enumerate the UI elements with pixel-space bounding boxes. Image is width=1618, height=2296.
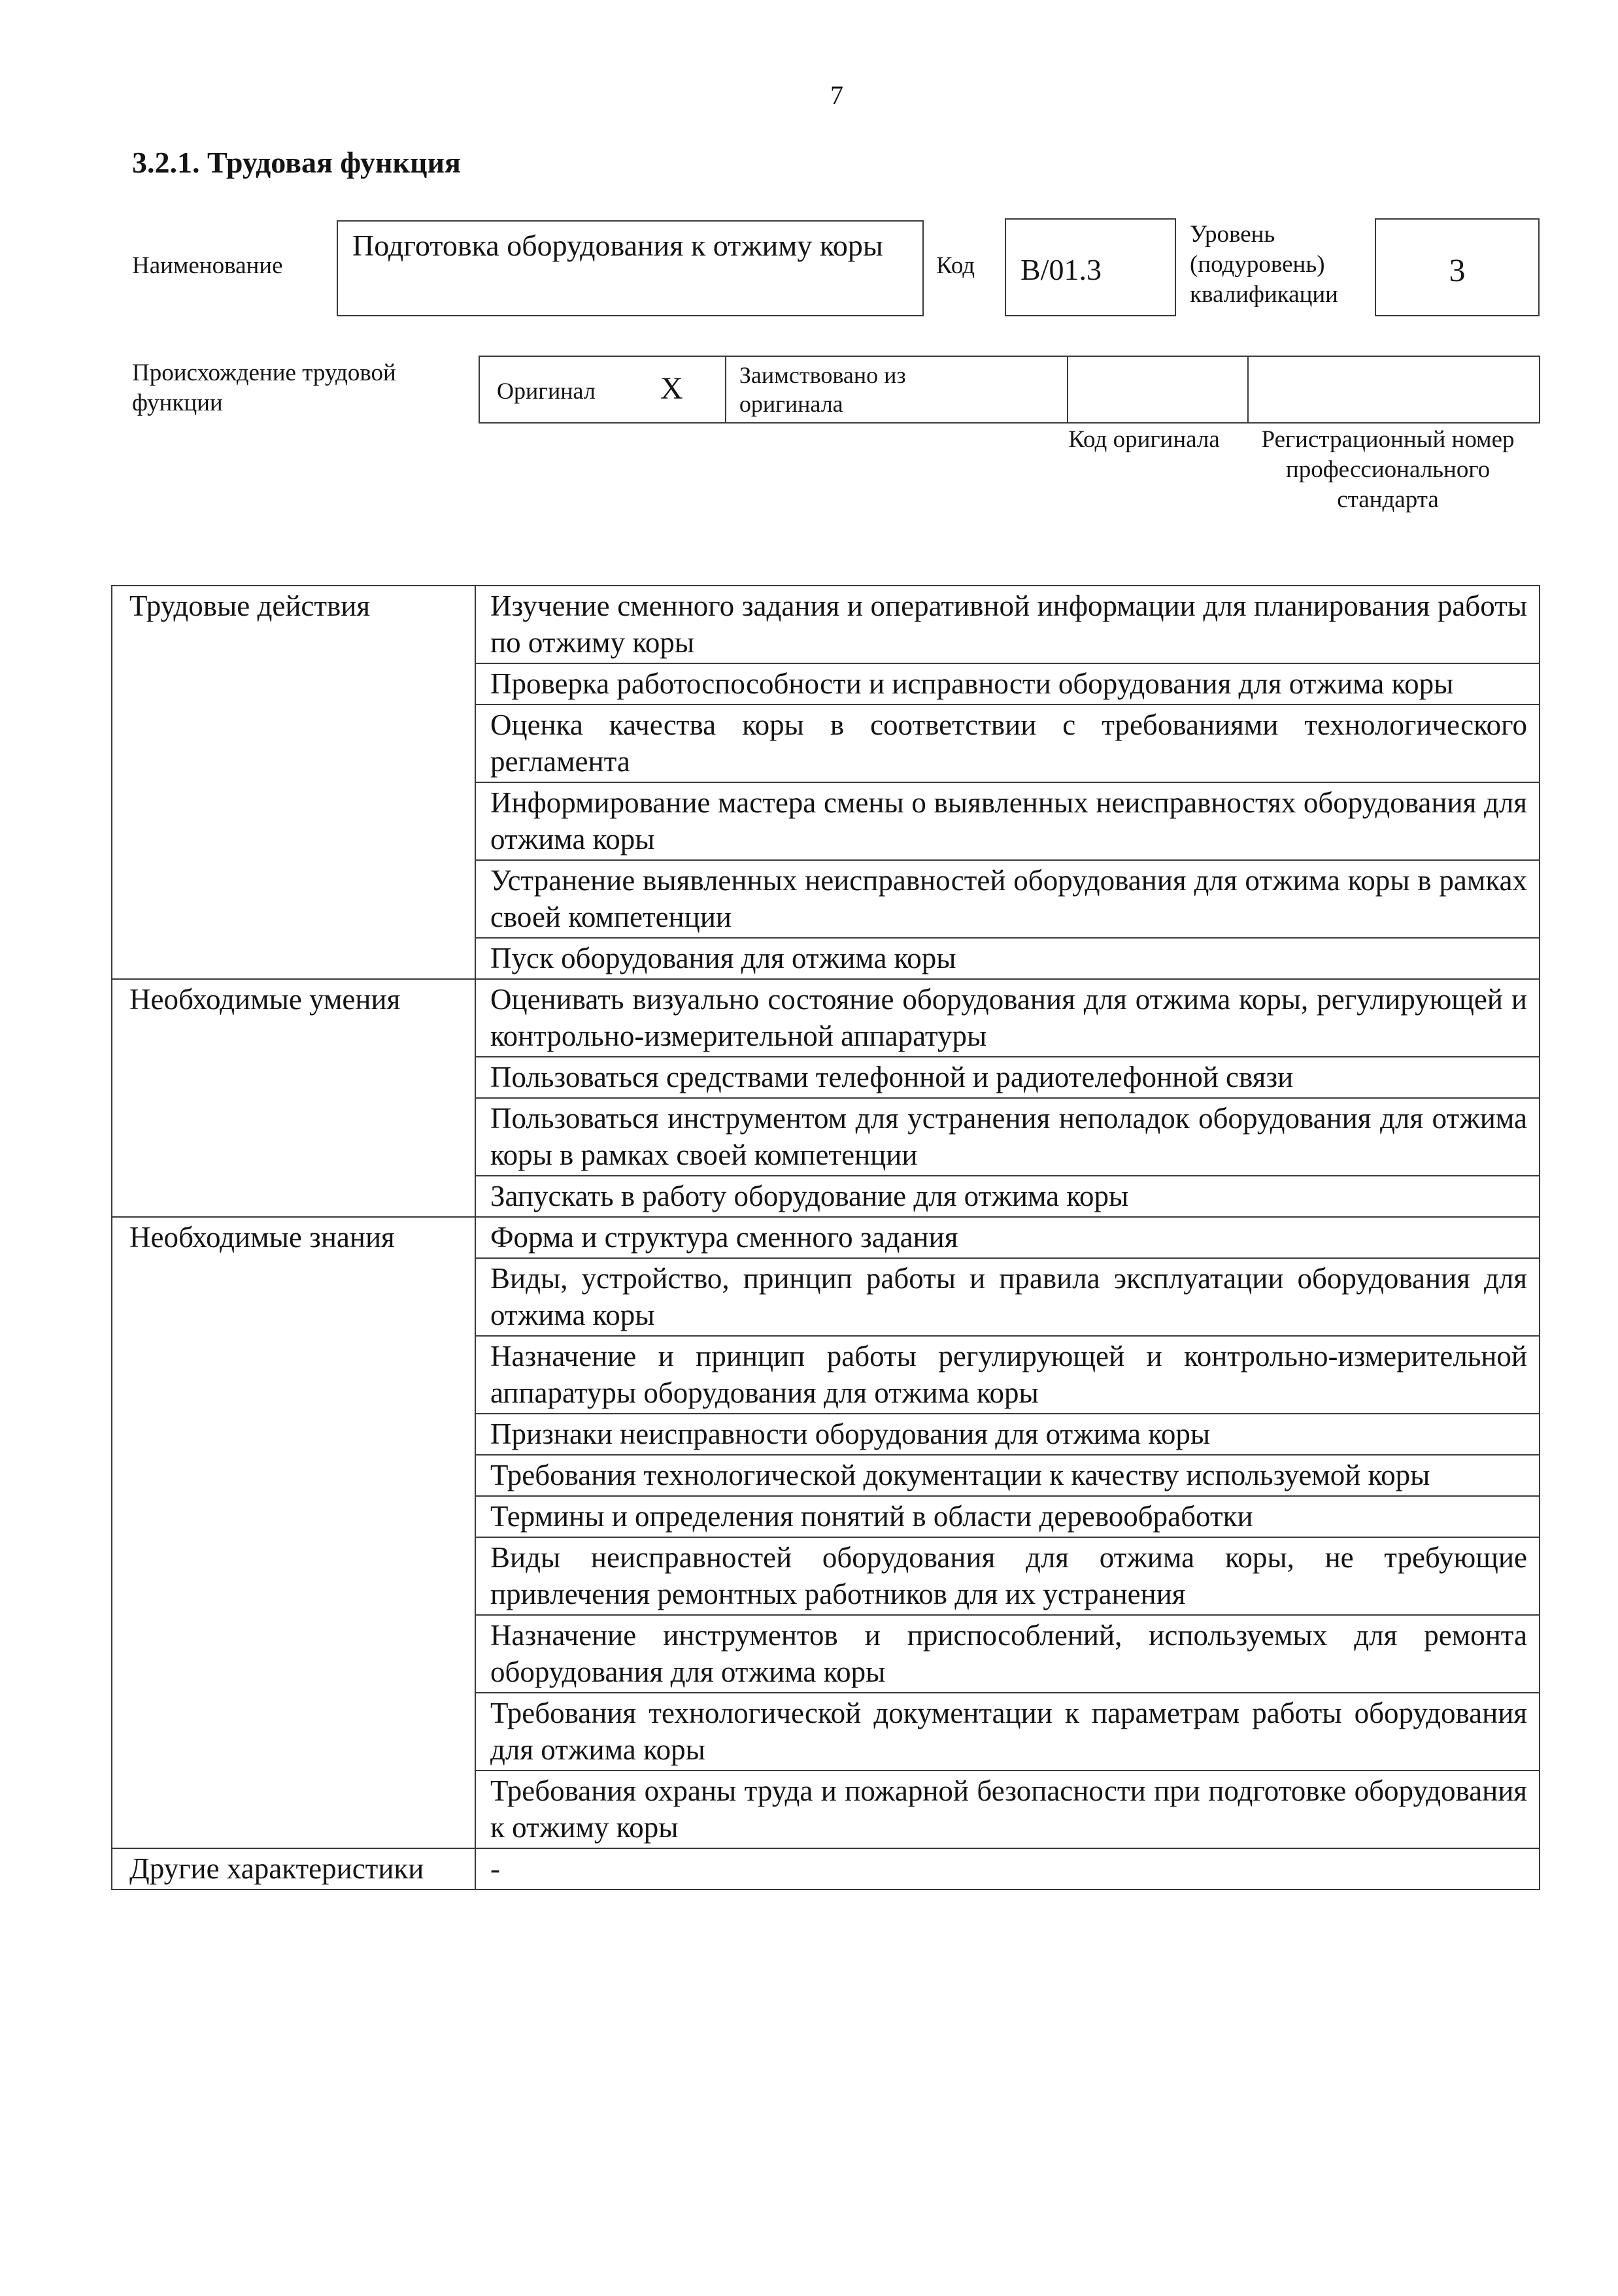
origin-table	[479, 356, 1540, 424]
section-title: 3.2.1. Трудовая функция	[132, 146, 461, 179]
group-item: Виды неисправностей оборудования для отжима коры, не требующие привлечения ремонтных работников для их устранения	[475, 1537, 1540, 1615]
origin-original-cell	[479, 356, 726, 423]
origin-code-cell	[1068, 356, 1248, 423]
function-code-value: B/01.3	[1005, 218, 1176, 316]
group-item: Требования технологической документации к параметрам работы оборудования для отжима коры	[475, 1693, 1540, 1771]
table-row	[112, 586, 1540, 663]
group-item: Назначение инструментов и приспособлений, используемых для ремонта оборудования для отжима коры	[475, 1615, 1540, 1693]
group-item: Виды, устройство, принцип работы и правила эксплуатации оборудования для отжима коры	[475, 1258, 1540, 1336]
function-details-table	[111, 585, 1540, 1890]
group-title: Другие характеристики	[112, 1848, 475, 1889]
origin-reg-number-cell	[1248, 356, 1540, 423]
level-label	[1190, 220, 1366, 310]
group-item: Пользоваться средствами телефонной и радиотелефонной связи	[475, 1057, 1540, 1098]
name-label: Наименование	[132, 252, 283, 279]
group-item: Информирование мастера смены о выявленных неисправностях оборудования для отжима коры	[475, 782, 1540, 860]
table-row	[112, 1217, 1540, 1258]
level-value: 3	[1375, 218, 1540, 316]
page-number: 7	[830, 80, 843, 110]
origin-original-label: Оригинал	[497, 377, 596, 404]
group-item: Запускать в работу оборудование для отжима коры	[475, 1176, 1540, 1217]
origin-borrowed-label: Заимствовано из оригинала	[739, 362, 906, 417]
group-item: Оценка качества коры в соответствии с требованиями технологического регламента	[475, 705, 1540, 782]
group-item: Изучение сменного задания и оперативной информации для планирования работы по отжиму коры	[475, 586, 1540, 663]
level-label-text: Уровень (подуровень) квалификации	[1190, 221, 1338, 308]
origin-label: Происхождение трудовой функции	[132, 359, 396, 416]
group-item: Проверка работоспособности и исправности оборудования для отжима коры	[475, 663, 1540, 705]
function-name-value: Подготовка оборудования к отжиму коры	[337, 220, 924, 316]
reg-number-caption: Регистрационный номер профессионального стандарта	[1261, 426, 1515, 513]
origin-original-mark: X	[660, 371, 683, 406]
code-label: Код	[936, 252, 975, 279]
group-item: Форма и структура сменного задания	[475, 1217, 1540, 1258]
group-item: Пуск оборудования для отжима коры	[475, 938, 1540, 979]
group-item: Оценивать визуально состояние оборудования для отжима коры, регулирующей и контрольно-измерительной аппаратуры	[475, 979, 1540, 1057]
table-row	[112, 979, 1540, 1057]
original-code-caption: Код оригинала	[1068, 426, 1220, 453]
table-row	[112, 1848, 1540, 1889]
group-title: Трудовые действия	[112, 586, 475, 979]
group-item: Требования технологической документации к качеству используемой коры	[475, 1455, 1540, 1496]
group-item: Признаки неисправности оборудования для отжима коры	[475, 1414, 1540, 1455]
origin-borrowed-cell	[726, 356, 1068, 423]
group-title: Необходимые знания	[112, 1217, 475, 1848]
group-title: Необходимые умения	[112, 979, 475, 1217]
group-item: Термины и определения понятий в области деревообработки	[475, 1496, 1540, 1537]
group-item: Устранение выявленных неисправностей оборудования для отжима коры в рамках своей компетенции	[475, 860, 1540, 938]
group-item: Назначение и принцип работы регулирующей и контрольно-измерительной аппаратуры оборудования для отжима коры	[475, 1336, 1540, 1414]
group-item: Пользоваться инструментом для устранения неполадок оборудования для отжима коры в рамках своей компетенции	[475, 1098, 1540, 1176]
group-item: Требования охраны труда и пожарной безопасности при подготовке оборудования к отжиму коры	[475, 1771, 1540, 1848]
group-item: -	[475, 1848, 1540, 1889]
